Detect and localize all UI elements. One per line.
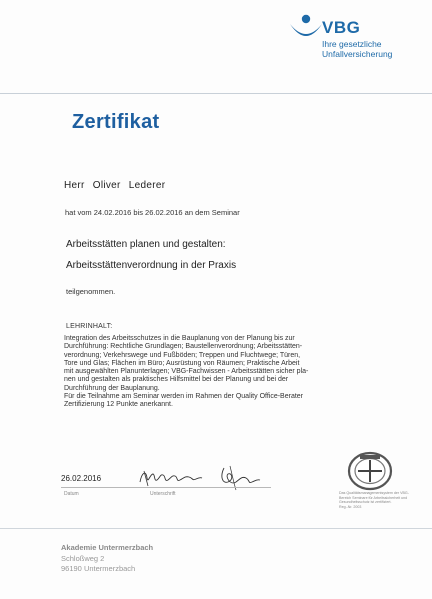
seal-caption-line: Bereich Seminare für Arbeitssicherheit und bbox=[339, 495, 408, 500]
signature-line bbox=[61, 487, 271, 488]
lehrinhalt-line: Durchführung: Rechtliche Grundlagen; Baustellenverordnung; Arbeitsstätten- bbox=[64, 343, 303, 351]
vbg-logo-subtitle-line2: Unfallversicherung bbox=[322, 49, 393, 59]
lehrinhalt-heading: LEHRINHALT: bbox=[66, 323, 113, 330]
seal-caption bbox=[339, 491, 419, 509]
recipient-first-name: Oliver bbox=[92, 180, 121, 191]
recipient-name bbox=[64, 180, 170, 191]
seminar-title-line1: Arbeitsstätten planen und gestalten: bbox=[66, 239, 226, 250]
vbg-logo bbox=[286, 10, 416, 70]
participated-text: teilgenommen. bbox=[66, 287, 116, 296]
lehrinhalt-line: Integration des Arbeitsschutzes in die Bauplanung von der Planung bis zur bbox=[64, 335, 295, 342]
label-unterschrift: Unterschrift bbox=[150, 491, 176, 497]
lehrinhalt-line: Tore und Glas; Flächen im Büro; Ausrüstung von Räumen; Praktische Arbeit bbox=[64, 359, 300, 367]
vbg-logo-subtitle-line1: Ihre gesetzliche bbox=[322, 39, 382, 49]
footer-address bbox=[61, 543, 153, 575]
signature-date: 26.02.2016 bbox=[61, 474, 102, 483]
footer-org: Akademie Untermerzbach bbox=[61, 543, 154, 552]
lehrinhalt-line: Durchführung der Bauplanung. bbox=[64, 384, 160, 392]
seminar-date-line: hat vom 24.02.2016 bis 26.02.2016 an dem Seminar bbox=[65, 208, 240, 217]
recipient-salutation: Herr bbox=[64, 180, 85, 191]
lehrinhalt-line: nen und gestalten als praktisches Hilfsmittel bei der Planung und bei der bbox=[64, 376, 289, 384]
recipient-last-name: Lederer bbox=[128, 180, 166, 191]
seal-caption-line: Das Qualitätsmanagementsystem der VBG- bbox=[339, 491, 409, 495]
certificate-title: Zertifikat bbox=[72, 111, 160, 133]
quality-certification-seal-icon bbox=[346, 451, 394, 491]
footer-city: 96190 Untermerzbach bbox=[61, 564, 136, 573]
vbg-logo-name: VBG bbox=[322, 18, 361, 37]
seal-caption-line: Reg.-Nr. 2003 bbox=[339, 504, 362, 509]
lehrinhalt-line: Für die Teilnahme am Seminar werden im Rahmen der Quality Office-Berater bbox=[64, 393, 304, 401]
lehrinhalt-line: mit ausgewählten Planunterlagen; VBG-Fachwissen - Arbeitsstätten sicher pla- bbox=[64, 368, 309, 376]
lehrinhalt-line: Zertifizierung 12 Punkte anerkannt. bbox=[64, 401, 173, 409]
lehrinhalt-line: verordnung; Verkehrswege und Fußböden; Treppen und Fluchtwege; Türen, bbox=[64, 351, 301, 359]
seminar-title-line2: Arbeitsstättenverordnung in der Praxis bbox=[66, 260, 237, 271]
seminar-title bbox=[66, 234, 236, 276]
vbg-logo-subtitle bbox=[322, 39, 392, 59]
seal-caption-line: Gesundheitsschutz ist zertifiziert. bbox=[339, 500, 392, 505]
bottom-divider bbox=[0, 528, 432, 529]
vbg-logo-mark-icon bbox=[288, 14, 324, 42]
top-divider bbox=[0, 93, 432, 94]
lehrinhalt-text bbox=[64, 335, 379, 410]
footer-street: Schloßweg 2 bbox=[61, 553, 105, 563]
label-datum: Datum bbox=[64, 491, 79, 497]
